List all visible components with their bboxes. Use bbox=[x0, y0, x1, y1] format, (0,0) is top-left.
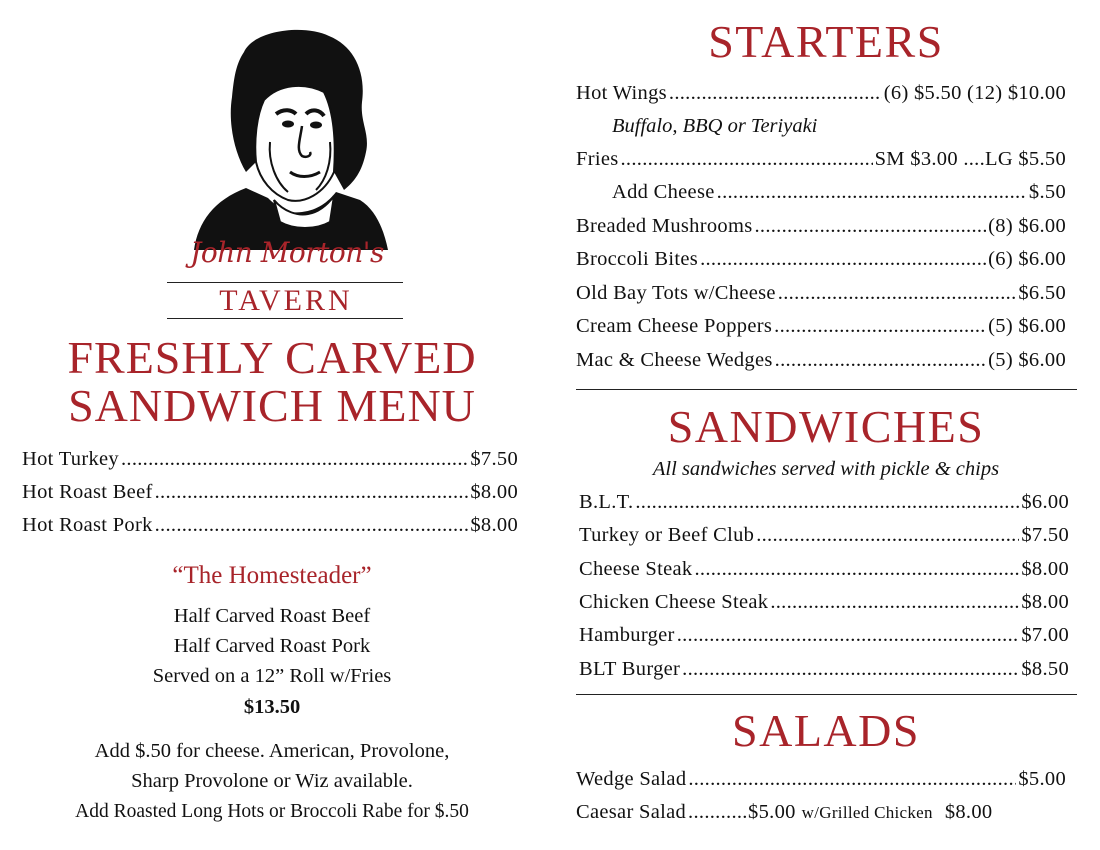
menu-item-price: $8.50 bbox=[1021, 658, 1069, 680]
dot-leader bbox=[682, 656, 1019, 682]
menu-item-extra: w/Grilled Chicken bbox=[801, 803, 933, 822]
menu-item-price: $8.00 bbox=[470, 481, 518, 503]
logo-script-name: John Morton's bbox=[190, 236, 384, 269]
menu-item-row bbox=[576, 246, 1066, 272]
menu-item-price: (5) $6.00 bbox=[988, 315, 1066, 337]
menu-item-row bbox=[579, 622, 1069, 648]
menu-item-row bbox=[579, 522, 1069, 548]
dot-leader bbox=[756, 522, 1019, 548]
right-column bbox=[572, 0, 1080, 850]
menu-item-name: B.L.T. bbox=[579, 491, 634, 513]
menu-item-row bbox=[612, 179, 1066, 205]
homesteader-line: Half Carved Roast Beef bbox=[173, 605, 371, 627]
menu-item-row bbox=[22, 479, 518, 505]
menu-item-name: Broccoli Bites bbox=[576, 248, 699, 270]
menu-item-row bbox=[579, 556, 1069, 582]
menu-item-row bbox=[22, 512, 518, 538]
menu-item-name: Hot Roast Pork bbox=[22, 514, 153, 536]
page-title-line-1: FRESHLY CARVED bbox=[67, 332, 477, 383]
page-title bbox=[22, 334, 522, 430]
menu-item-price: $6.50 bbox=[1018, 282, 1066, 304]
menu-item-price: $7.50 bbox=[1021, 524, 1069, 546]
menu-item-name: Old Bay Tots w/Cheese bbox=[576, 282, 776, 304]
dot-leader bbox=[155, 479, 469, 505]
menu-item-row bbox=[576, 347, 1066, 373]
menu-item-row bbox=[22, 446, 518, 472]
menu-item-price: $.50 bbox=[1028, 181, 1066, 203]
menu-item-price: $7.50 bbox=[470, 448, 518, 470]
menu-item-price: $6.00 bbox=[1021, 491, 1069, 513]
salads-title: SALADS bbox=[732, 705, 920, 756]
menu-item-name: Cheese Steak bbox=[579, 558, 693, 580]
logo-divider-top bbox=[167, 282, 403, 283]
menu-item-name: Breaded Mushrooms bbox=[576, 215, 753, 237]
menu-item-row bbox=[576, 213, 1066, 239]
dot-leader bbox=[770, 589, 1019, 615]
homesteader-line: Served on a 12” Roll w/Fries bbox=[152, 665, 392, 687]
homesteader-line: Half Carved Roast Pork bbox=[173, 635, 371, 657]
menu-item-name: Turkey or Beef Club bbox=[579, 524, 755, 546]
dot-leader bbox=[688, 799, 746, 825]
menu-item-name: Cream Cheese Poppers bbox=[576, 315, 773, 337]
dot-leader bbox=[774, 313, 986, 339]
menu-item-price: SM $3.00 ....LG $5.50 bbox=[874, 148, 1066, 170]
dot-leader bbox=[688, 766, 1016, 792]
dot-leader bbox=[669, 80, 882, 106]
section-divider bbox=[576, 389, 1077, 390]
dot-leader bbox=[635, 489, 1019, 515]
cheese-note: Add $.50 for cheese. American, Provolone, bbox=[94, 740, 450, 762]
menu-item-row bbox=[576, 313, 1066, 339]
menu-item-row bbox=[579, 589, 1069, 615]
dot-leader bbox=[621, 146, 873, 172]
logo-tavern-word: TAVERN bbox=[219, 284, 353, 317]
menu-item-name: Add Cheese bbox=[612, 181, 715, 203]
wings-sauce-note: Buffalo, BBQ or Teriyaki bbox=[612, 115, 818, 137]
logo-divider-bottom bbox=[167, 318, 403, 319]
menu-item-price: (8) $6.00 bbox=[988, 215, 1066, 237]
menu-item-price: $7.00 bbox=[1021, 624, 1069, 646]
dot-leader bbox=[677, 622, 1020, 648]
menu-item-price: $8.00 bbox=[1021, 591, 1069, 613]
menu-item-row bbox=[576, 799, 1066, 826]
dot-leader bbox=[775, 347, 986, 373]
starters-title: STARTERS bbox=[708, 16, 944, 67]
homesteader-price: $13.50 bbox=[243, 696, 301, 718]
extras-note: Add Roasted Long Hots or Broccoli Rabe for $.50 bbox=[75, 801, 469, 822]
menu-item-price: $8.00 bbox=[470, 514, 518, 536]
sandwiches-title: SANDWICHES bbox=[667, 401, 985, 452]
menu-item-name: Mac & Cheese Wedges bbox=[576, 349, 773, 371]
menu-item-name: Hamburger bbox=[579, 624, 675, 646]
menu-item-price: (6) $5.50 (12) $10.00 bbox=[883, 82, 1066, 104]
portrait-illustration bbox=[184, 22, 389, 250]
menu-item-name: Fries bbox=[576, 148, 619, 170]
menu-item-name: Hot Turkey bbox=[22, 448, 119, 470]
menu-item-price: $8.00 bbox=[1021, 558, 1069, 580]
menu-item-price: $8.00 bbox=[944, 801, 993, 823]
dot-leader bbox=[155, 512, 469, 538]
menu-item-row bbox=[576, 280, 1066, 306]
menu-item-row bbox=[579, 489, 1069, 515]
menu-item-price: $5.00 bbox=[748, 801, 796, 823]
dot-leader bbox=[694, 556, 1019, 582]
menu-item-row bbox=[576, 146, 1066, 172]
dot-leader bbox=[717, 179, 1027, 205]
section-divider bbox=[576, 694, 1077, 695]
dot-leader bbox=[778, 280, 1017, 306]
dot-leader bbox=[700, 246, 986, 272]
homesteader-title: “The Homesteader” bbox=[172, 562, 372, 589]
menu-item-row bbox=[576, 766, 1066, 792]
menu-item-name: BLT Burger bbox=[579, 658, 681, 680]
tavern-logo bbox=[162, 18, 412, 323]
page-title-line-2: SANDWICH MENU bbox=[68, 380, 476, 431]
left-column bbox=[22, 0, 522, 850]
dot-leader bbox=[121, 446, 468, 472]
menu-item-name: Hot Roast Beef bbox=[22, 481, 153, 503]
menu-item-price: (5) $6.00 bbox=[988, 349, 1066, 371]
menu-item-row bbox=[579, 656, 1069, 682]
menu-item-price: $5.00 bbox=[1018, 768, 1066, 790]
dot-leader bbox=[754, 213, 986, 239]
menu-item-row bbox=[576, 80, 1066, 106]
menu-item-name: Caesar Salad bbox=[576, 801, 687, 823]
menu-item-name: Wedge Salad bbox=[576, 768, 687, 790]
sandwiches-note: All sandwiches served with pickle & chips bbox=[652, 458, 1000, 480]
menu-item-name: Hot Wings bbox=[576, 82, 667, 104]
menu-item-name: Chicken Cheese Steak bbox=[579, 591, 769, 613]
menu-item-price: (6) $6.00 bbox=[988, 248, 1066, 270]
cheese-note: Sharp Provolone or Wiz available. bbox=[131, 770, 413, 792]
